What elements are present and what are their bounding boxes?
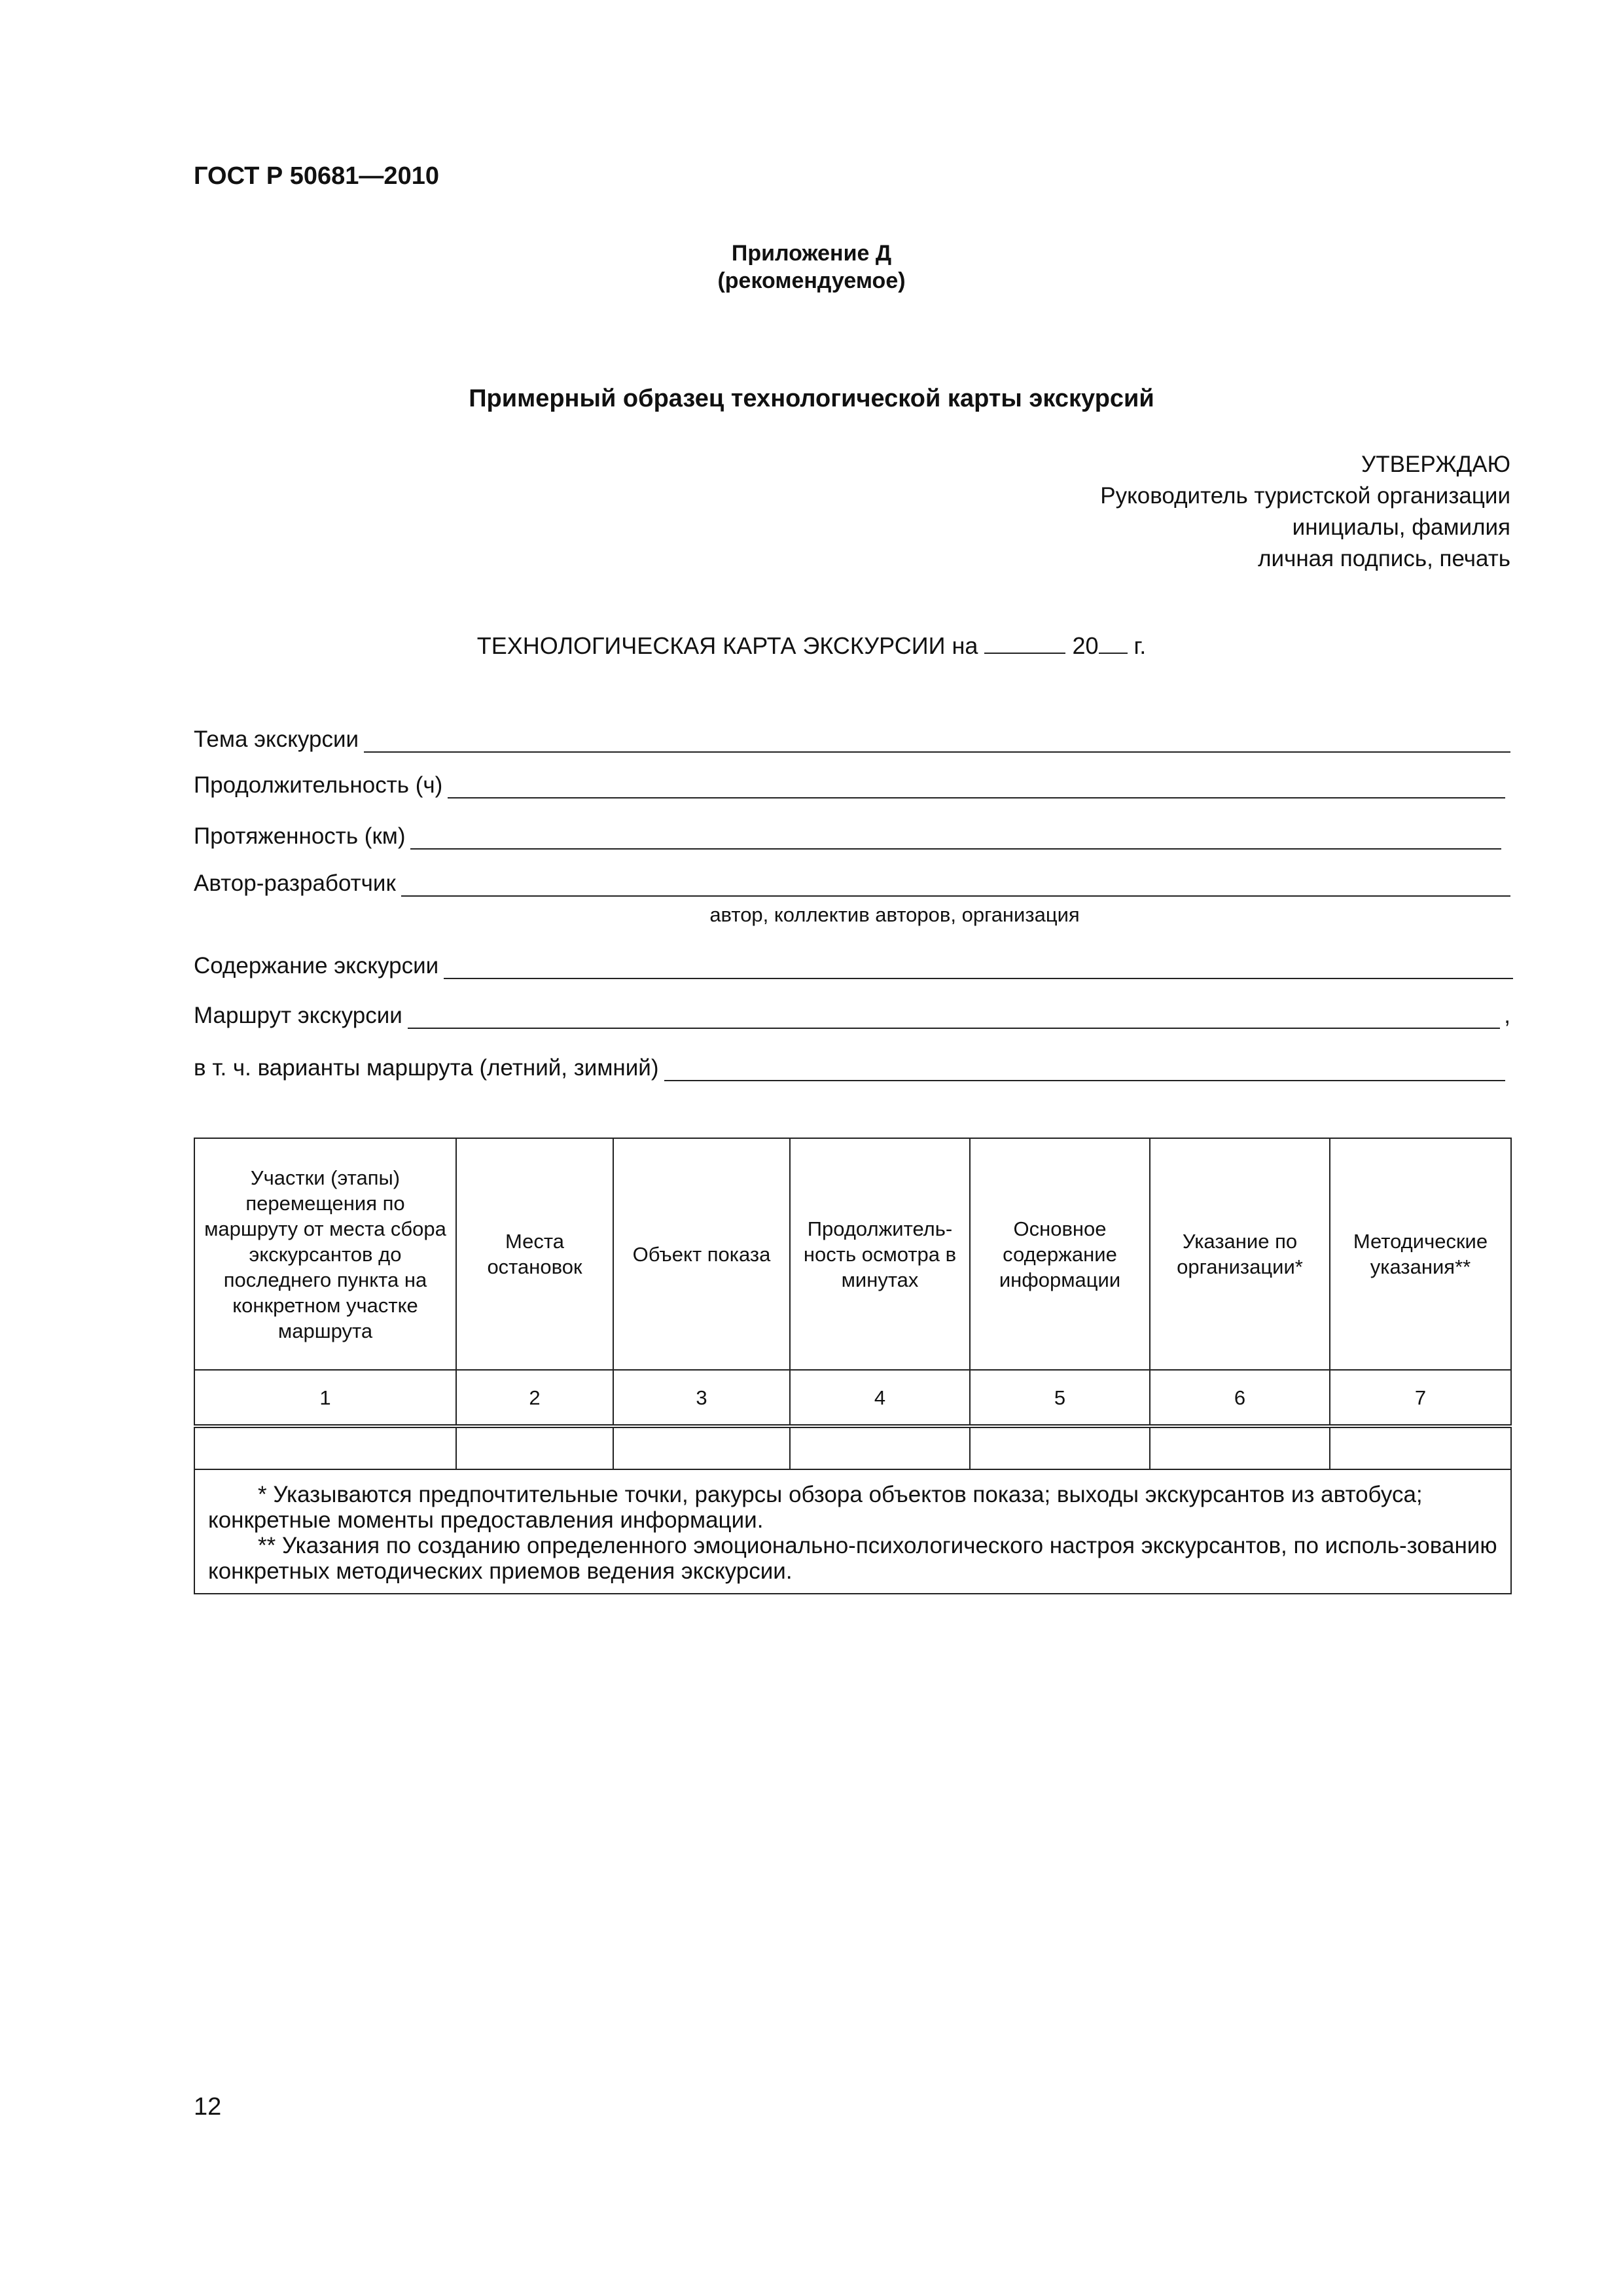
empty-cell[interactable] (970, 1426, 1150, 1469)
approval-head: УТВЕРЖДАЮ (1361, 452, 1510, 477)
column-number: 1 (194, 1370, 456, 1426)
field-duration-line[interactable] (448, 775, 1505, 798)
field-theme-label: Тема экскурсии (194, 726, 359, 752)
empty-cell[interactable] (613, 1426, 790, 1469)
field-length-line[interactable] (410, 826, 1501, 850)
standard-designation: ГОСТ Р 50681—2010 (194, 162, 439, 190)
column-number: 3 (613, 1370, 790, 1426)
table-notes-row (194, 1469, 1511, 1594)
year-blank[interactable] (1099, 634, 1128, 654)
appendix-title: Приложение Д (731, 241, 892, 266)
field-route (194, 1000, 1510, 1029)
field-theme (194, 724, 1510, 753)
page-number: 12 (194, 2093, 222, 2121)
column-number-row (194, 1370, 1511, 1426)
field-variants (194, 1052, 1505, 1081)
header-cell: Указание по организации* (1150, 1138, 1330, 1370)
approval-block (1100, 449, 1510, 575)
column-number: 4 (790, 1370, 970, 1426)
field-route-line[interactable] (408, 1005, 1500, 1029)
field-route-comma: , (1504, 1003, 1510, 1028)
header-cell: Продолжитель-ность осмотра в минутах (790, 1138, 970, 1370)
column-number: 2 (456, 1370, 613, 1426)
main-title: Примерный образец технологической карты экскурсий (469, 385, 1154, 412)
table-notes (194, 1469, 1511, 1594)
empty-cell[interactable] (456, 1426, 613, 1469)
table-header-row (194, 1138, 1511, 1370)
empty-cell[interactable] (1150, 1426, 1330, 1469)
field-author-line[interactable] (401, 873, 1510, 897)
empty-cell[interactable] (790, 1426, 970, 1469)
empty-cell[interactable] (194, 1426, 456, 1469)
card-title (0, 632, 1623, 660)
header-cell: Участки (этапы) перемещения по маршруту от места сбора экскурсантов до последнего пункта на конкретном участке маршрута (194, 1138, 456, 1370)
field-content-line[interactable] (444, 956, 1513, 979)
field-content-label: Содержание экскурсии (194, 953, 439, 978)
header-cell: Объект показа (613, 1138, 790, 1370)
header-cell: Места остановок (456, 1138, 613, 1370)
approval-name: инициалы, фамилия (1292, 514, 1510, 540)
field-variants-line[interactable] (664, 1058, 1506, 1081)
field-duration (194, 770, 1505, 798)
table-row (194, 1426, 1511, 1469)
header-cell: Методические указания** (1330, 1138, 1511, 1370)
field-content (194, 950, 1513, 979)
field-author-label: Автор-разработчик (194, 870, 396, 896)
field-duration-label: Продолжительность (ч) (194, 772, 443, 798)
card-title-suffix: г. (1133, 632, 1147, 659)
appendix-heading (0, 240, 1623, 295)
field-length (194, 821, 1501, 850)
approval-position: Руководитель туристской организации (1100, 483, 1510, 509)
appendix-status: (рекомендуемое) (717, 268, 906, 293)
field-author-hint: автор, коллектив авторов, организация (709, 903, 1080, 926)
header-cell: Основное содержание информации (970, 1138, 1150, 1370)
field-theme-line[interactable] (364, 729, 1510, 753)
footnote: * Указываются предпочтительные точки, ракурсы обзора объектов показа; выходы экскурсантов из автобуса; конкретные моменты предоставления информации. (208, 1482, 1423, 1533)
field-author (194, 868, 1510, 897)
tech-card-table (194, 1138, 1512, 1594)
card-title-prefix: ТЕХНОЛОГИЧЕСКАЯ КАРТА ЭКСКУРСИИ на (476, 632, 978, 659)
card-title-year: 20 (1072, 632, 1099, 659)
column-number: 7 (1330, 1370, 1511, 1426)
empty-cell[interactable] (1330, 1426, 1511, 1469)
field-route-label: Маршрут экскурсии (194, 1003, 402, 1028)
column-number: 5 (970, 1370, 1150, 1426)
field-variants-label: в т. ч. варианты маршрута (летний, зимний) (194, 1055, 659, 1081)
column-number: 6 (1150, 1370, 1330, 1426)
footnote: ** Указания по созданию определенного эмоционально-психологического настроя экскурсантов, по исполь-зованию конкретных методических приемов ведения экскурсии. (208, 1533, 1497, 1584)
date-blank[interactable] (984, 634, 1065, 654)
approval-sign: личная подпись, печать (1258, 546, 1510, 571)
field-length-label: Протяженность (км) (194, 823, 406, 849)
